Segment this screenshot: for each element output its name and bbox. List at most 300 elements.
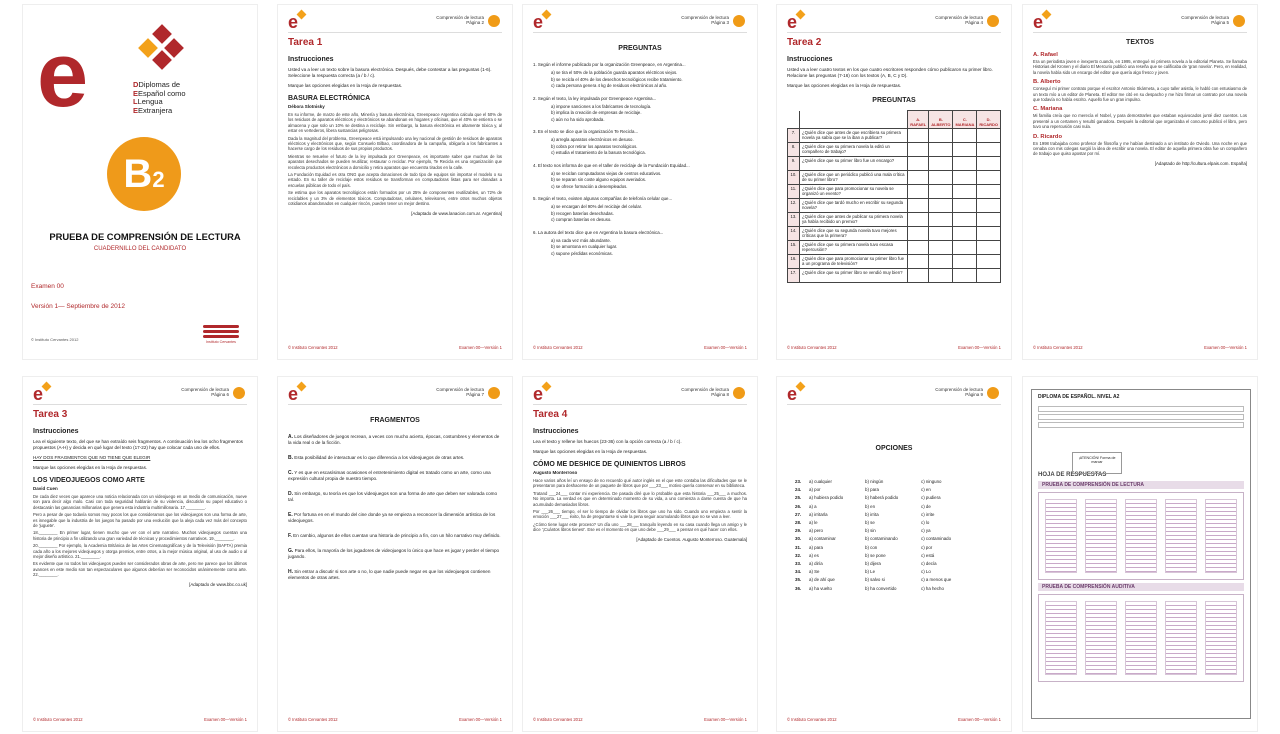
- row-question: ¿Quién dice que su primer libro fue un encargo?: [800, 157, 908, 171]
- option-row: [787, 576, 1001, 584]
- answer-cell[interactable]: [977, 143, 1001, 157]
- option-row: [787, 535, 1001, 543]
- page-tarea-2[interactable]: [776, 4, 1012, 360]
- listening-answer-grid[interactable]: [1038, 594, 1244, 682]
- option-number: 26.: [795, 503, 802, 509]
- fragment-letter: F.: [288, 533, 292, 539]
- page-header: e Comprensión de lectura Página 2: [288, 13, 502, 33]
- answer-option: b) recogen baterías desechadas.: [551, 210, 614, 216]
- page-footer: © Instituto Cervantes 2012 Examen 00—Versión 1: [1033, 345, 1247, 350]
- answer-cell[interactable]: [953, 227, 977, 241]
- page-header: e Comprensión de lectura Página 5: [1033, 13, 1247, 33]
- instructions-text: Lea el siguiente texto, del que se han extraído seis fragmentos. A continuación lea los ocho fragmentos propuestos (A-H) y decida en qué lugar del texto (17-22) hay que colocar cada uno de ellos.: [33, 439, 243, 450]
- option-number: 36.: [795, 585, 802, 591]
- option-row: [787, 519, 1001, 527]
- fragment-letter: D.: [288, 491, 293, 497]
- option-b: b) se: [865, 520, 875, 526]
- option-b: b) contaminando: [865, 536, 898, 542]
- answer-cell[interactable]: [953, 185, 977, 199]
- row-question: ¿Quién dice que antes de publicar su primera novela ya había recibido un premio?: [800, 213, 908, 227]
- exam-number: Examen 00: [31, 283, 64, 290]
- page-tarea-4[interactable]: [522, 376, 758, 732]
- question: 3. En el texto se dice que la organización Te Recicla...: [533, 129, 639, 134]
- page-footer: © Instituto Cervantes 2012 Examen 00—Versión 1: [533, 717, 747, 722]
- options-list: [787, 478, 1001, 593]
- task-title: Tarea 3: [33, 409, 68, 420]
- sheet-title: DIPLOMA DE ESPAÑOL. NIVEL A2: [1038, 394, 1120, 400]
- option-c: c) a menos que: [921, 577, 952, 583]
- fragment-text: Los diseñadores de juegos recrean, a veces con mucho acierto, épocas, costumbres y elementos de la vida real o de la ficción.: [288, 434, 500, 445]
- option-a: a) cualquier: [809, 479, 832, 484]
- option-b: b) ningún: [865, 479, 884, 484]
- row-number: 13.: [788, 213, 800, 227]
- table-row: [788, 171, 1001, 185]
- answer-cell[interactable]: [977, 213, 1001, 227]
- paragraph: Es evidente que no todos los videojuegos pueden ser considerados obras de arte, pero me parece que los últimos avances en este medio son tan espectaculares que algunos deberían ser reconocidos unánimemente como arte. 22.________.: [33, 561, 247, 578]
- page-header: e Comprensión de lectura Página 8: [533, 385, 747, 405]
- row-number: 12.: [788, 199, 800, 213]
- option-row: [787, 494, 1001, 502]
- row-question: ¿Quién dice que su primera novela tuvo escasa repercusión?: [800, 241, 908, 255]
- column-header: B. ALBERTO: [929, 111, 953, 129]
- fragment-letter: E.: [288, 512, 293, 518]
- instructions-text: Usted va a leer cuatro textos en los que cuatro escritores responden cómo publicaron su primer libro. Relacione las preguntas (7-16) con los textos (A, B, C y D).: [787, 67, 993, 78]
- option-number: 29.: [795, 528, 802, 534]
- fragment: [288, 434, 502, 446]
- answer-cell[interactable]: [929, 199, 953, 213]
- question-list: [533, 62, 747, 263]
- answer-sheet: [1031, 389, 1251, 719]
- instructions-heading: Instrucciones: [288, 56, 334, 63]
- page-header: e Comprensión de lectura Página 6: [33, 385, 247, 405]
- option-c: c) por: [921, 544, 933, 550]
- answer-cell[interactable]: [977, 185, 1001, 199]
- dele-logo-icon: e: [1033, 12, 1044, 32]
- fragment-letter: G.: [288, 548, 294, 554]
- option-row: [787, 585, 1001, 593]
- paragraph: ¿Cómo tiene lugar este proceso? Un día uno ___28___ tranquilo leyendo en su casa cuando llega un amigo y le dice '¡Cuántos libros tienes!'. Ese es el momento en que uno debe ___29___ a pensar en qué hacer con ellos.: [533, 521, 747, 533]
- option-row: [787, 478, 1001, 486]
- answer-cell[interactable]: [953, 129, 977, 143]
- option-number: 27.: [795, 511, 802, 517]
- column-header: D. RICARDO: [977, 111, 1001, 129]
- option-c: c) contaminado: [921, 536, 952, 542]
- page-tarea-1[interactable]: [277, 4, 513, 360]
- page-preguntas[interactable]: [522, 4, 758, 360]
- answer-cell[interactable]: [953, 255, 977, 269]
- row-question: ¿Quién dice que un periódico publicó una mala crítica de su primer libro?: [800, 171, 908, 185]
- answer-cell[interactable]: [908, 199, 929, 213]
- answer-option: c) supone pérdidas económicas.: [551, 250, 613, 256]
- answer-option: b) se amontona en cualquier lugar.: [551, 244, 618, 249]
- instructions-heading: Instrucciones: [33, 428, 79, 435]
- page-header: e Comprensión de lectura Página 3: [533, 13, 747, 33]
- option-number: 31.: [795, 544, 802, 550]
- option-b: b) para: [865, 487, 879, 493]
- page-header: e Comprensión de lectura Página 4: [787, 13, 1001, 33]
- fragment-text: Para ellos, la mayoría de los jugadores de videojuegos lo único que hace es jugar y perder el tiempo jugando.: [288, 548, 500, 559]
- option-number: 23.: [795, 479, 802, 484]
- answer-cell[interactable]: [977, 199, 1001, 213]
- option-number: 32.: [795, 552, 802, 558]
- answer-sheet-note: Marque las opciones elegidas en la Hoja de respuestas.: [787, 83, 902, 88]
- answer-option: a) va cada vez más abundante.: [551, 237, 611, 243]
- answer-option: a) se encargan del 90% del reciclaje del celular.: [551, 204, 643, 209]
- level-dot-icon: [488, 15, 500, 27]
- option-c: c) decía: [921, 561, 937, 567]
- answer-cell[interactable]: [908, 255, 929, 269]
- text-body: Mi familia creía que no merecía el Nobel, y para demostrarles que estaban equivocados junté diez cuentos. Los presenté a un certamen y resultó ganadora. Después la editorial que organizaba el concurso publicó el libro, pero tuvo una repercusión casi nula.: [1033, 113, 1247, 130]
- question: 6. La autora del texto dice que en Argentina la basura electrónica...: [533, 229, 664, 235]
- option-c: c) en: [921, 487, 931, 493]
- answer-cell[interactable]: [977, 227, 1001, 241]
- answer-cell[interactable]: [908, 185, 929, 199]
- option-a: a) es: [809, 552, 819, 558]
- text-heading: D. Ricardo: [1033, 133, 1062, 140]
- instructions-heading: Instrucciones: [787, 56, 833, 63]
- fragment-text: En cambio, algunos de ellos cuentan una historia de principio a fin, con un hilo narrativo muy definido.: [293, 533, 501, 538]
- text-heading: B. Alberto: [1033, 79, 1061, 86]
- note: HAY DOS FRAGMENTOS QUE NO TIENE QUE ELEGIR: [33, 455, 151, 460]
- row-number: 14.: [788, 227, 800, 241]
- fragment: [288, 455, 502, 461]
- answer-cell[interactable]: [953, 199, 977, 213]
- table-title: PREGUNTAS: [872, 97, 916, 104]
- answer-cell[interactable]: [977, 269, 1001, 283]
- answer-cell[interactable]: [977, 157, 1001, 171]
- option-row: [787, 511, 1001, 519]
- option-a: a) ha vuelto: [809, 585, 832, 591]
- option-b: b) haberá podido: [865, 495, 899, 501]
- page-header: e Comprensión de lectura Página 7: [288, 385, 502, 405]
- fragment: [288, 533, 502, 539]
- answer-cell[interactable]: [908, 129, 929, 143]
- text-title: BASURA ELECTRÓNICA: [288, 95, 371, 102]
- dele-text: DDiplomas de EEspañol como LLengua EExtranjera: [133, 80, 186, 115]
- fragment: [288, 569, 502, 581]
- name-field[interactable]: [1038, 406, 1244, 412]
- level-badge: B2: [107, 137, 181, 211]
- row-question: ¿Quién dice que para promocionar su primer libro fue a un programa de televisión?: [800, 255, 908, 269]
- paragraph: En su informe, de marzo de este año, Minería y basura electrónica, Greenpeace Argentina calcula que el 50% de los residuos de aparatos eléctricos y electrónicos se abandonan en hogares y oficinas, que el 40% se entierra o se almacena y que solo un 10% se destina a reciclaje. Sin embargo, la basura electrónica es altamente tóxica y, al estar en vertederos, libera sustancias peligrosas.: [288, 112, 502, 134]
- answer-option: c) aún no ha sido aprobada.: [551, 116, 605, 122]
- level-dot-icon: [733, 15, 745, 27]
- page-footer: © Instituto Cervantes 2012 Examen 00—Versión 1: [787, 345, 1001, 350]
- option-row: [787, 503, 1001, 511]
- option-number: 34.: [795, 569, 802, 575]
- option-a: a) pero: [809, 528, 823, 534]
- row-number: 10.: [788, 171, 800, 185]
- option-a: a) por: [809, 487, 821, 493]
- answer-cell[interactable]: [929, 129, 953, 143]
- answer-cell[interactable]: [977, 171, 1001, 185]
- answer-cell[interactable]: [953, 241, 977, 255]
- question: 5. Según el texto, existen algunas compañías de telefonía celular que...: [533, 196, 673, 201]
- level-dot-icon: [488, 387, 500, 399]
- paragraph: 20.________ Por ejemplo, la Academia Británica de las Artes Cinematográficas y de la Televisión (BAFTA) premia cada año a los mejores videojuegos y otorga premios, entre otros, a la mejor música original, al uso de audio o al mejor diseño artístico. 21.________.: [33, 543, 247, 560]
- version-label: Versión 1— Septiembre de 2012: [31, 303, 125, 310]
- option-number: 35.: [795, 577, 802, 583]
- level-dot-icon: [733, 387, 745, 399]
- texts-list: [1033, 52, 1247, 157]
- answer-option: c) estudia el tratamiento de la basura tecnológica.: [551, 150, 646, 155]
- instructions-heading: Instrucciones: [533, 428, 579, 435]
- instructions-text: Lea el texto y rellene los huecos (23-36) con la opción correcta (a / b / c).: [533, 439, 682, 444]
- text-body: En 1998 trabajaba como profesor de filosofía y me habían destinado a un instituto de Oviedo. Una noche en que cenaba con mis colegas surgió la idea de escribir una novela. El editor de aquella primera obra fue un compañero de trabajo que quiso apostar por mí.: [1033, 140, 1247, 157]
- listening-section-band: PRUEBA DE COMPRENSIÓN AUDITIVA: [1038, 583, 1244, 591]
- answer-cell[interactable]: [929, 143, 953, 157]
- answer-cell[interactable]: [908, 213, 929, 227]
- answer-cell[interactable]: [953, 157, 977, 171]
- answer-cell[interactable]: [953, 143, 977, 157]
- option-c: c) de: [921, 503, 931, 509]
- paragraph: Mientras se resuelve el futuro de la ley impulsada por Greenpeace, es importante saber que muchas de los aparatos desechados se pueden reutilizar, restaurar o reciclar. Por ejemplo, Te Recicla es una organización que recolecta productos electrónicos a domicilio y retira aparatos que encuentra tirados en la calle.: [288, 153, 502, 170]
- column-header: C. MARIANA: [953, 111, 977, 129]
- source: [Adaptado de www.bbc.co.uk]: [189, 581, 247, 587]
- row-question: ¿Quién dice que su primer libro se vendió muy bien?: [800, 269, 908, 283]
- option-row: [787, 527, 1001, 535]
- fragment-text: Sin embargo, su teoría es que los videojuegos son una forma de arte que deben ser valorada como tal.: [288, 491, 498, 502]
- task-title: Tarea 4: [533, 409, 568, 420]
- matching-table: [787, 110, 1001, 283]
- reading-answer-grid[interactable]: [1038, 492, 1244, 580]
- answer-option: a) se reciclan computadoras viejas de centros educativos.: [551, 170, 662, 176]
- fragment-letter: A.: [288, 434, 293, 440]
- answer-cell[interactable]: [953, 269, 977, 283]
- fragment-letter: H.: [288, 569, 293, 575]
- question: 2. Según el texto, la ley impulsada por Greenpeace Argentina...: [533, 95, 657, 101]
- page-fragmentos[interactable]: [277, 376, 513, 732]
- cover-page[interactable]: [22, 4, 258, 360]
- task-title: Tarea 2: [787, 37, 822, 48]
- row-number: 9.: [788, 157, 800, 171]
- page-opciones[interactable]: [776, 376, 1012, 732]
- answer-option: c) se ofrece formación a desempleados.: [551, 183, 628, 189]
- level-dot-icon: [987, 15, 999, 27]
- fragment-text: Y es que en escasísimas ocasiones el entretenimiento digital es tratado como un arte, como una expresión cultural propia de nuestro tiempo.: [288, 470, 491, 481]
- option-b: b) se pone: [865, 552, 886, 558]
- option-a: a) diría: [809, 561, 823, 567]
- option-row: [787, 568, 1001, 576]
- answer-cell[interactable]: [929, 185, 953, 199]
- option-a: a) contaminar: [809, 536, 836, 542]
- answer-cell[interactable]: [908, 171, 929, 185]
- answer-cell[interactable]: [929, 213, 953, 227]
- answer-cell[interactable]: [977, 129, 1001, 143]
- section-title: PREGUNTAS: [618, 45, 662, 52]
- option-b: b) dijera: [865, 561, 881, 567]
- text-author: David Cuen: [33, 486, 58, 491]
- answer-cell[interactable]: [929, 269, 953, 283]
- column-header: A. RAFAEL: [908, 111, 929, 129]
- instituto-cervantes-logo: Instituto Cervantes: [203, 325, 239, 349]
- page-footer: © Instituto Cervantes 2012 Examen 00—Versión 1: [288, 345, 502, 350]
- dele-logo: e: [37, 24, 89, 126]
- option-a: a) a: [809, 503, 817, 509]
- cover-title: PRUEBA DE COMPRENSIÓN DE LECTURA: [49, 231, 241, 242]
- text-author: Augusto Monterroso: [533, 470, 578, 475]
- paragraph: La Fundación Equidad es otra ONG que acepta donaciones de todo tipo de equipos sin importar el modelo o su estado. En su taller de reciclaje estos residuos se transforman en computadoras listas para ser donadas a escuelas públicas de todo el país.: [288, 172, 502, 188]
- paragraph: Por ___26___ tiempo, el ser lo tiempo de olvidar los libros que uno ha sido. Cuando uno empieza a sentir la emoción ___27___ éxito, ha de preguntarse si vale la pena seguir acumulando libros que no se van a leer.: [533, 509, 747, 520]
- level-dot-icon: [233, 387, 245, 399]
- option-number: 24.: [795, 487, 802, 493]
- answer-cell[interactable]: [953, 213, 977, 227]
- answer-cell[interactable]: [929, 241, 953, 255]
- answer-sheet-note: Marque las opciones elegidas en la Hoja de respuestas.: [533, 449, 648, 454]
- answer-option: a) se tira el 50% de la población guarda aparatos eléctricos viejos.: [551, 70, 678, 75]
- dele-logo-icon: e: [533, 12, 544, 32]
- page-footer: © Instituto Cervantes 2012 Examen 00—Versión 1: [288, 717, 502, 722]
- option-c: c) está: [921, 552, 935, 558]
- text-body: Conseguí mi primer contrato porque el escritor Antonio Skármeta, a cuyo taller asistía, le habló con entusiasmo de un texto mío a un editor de Planeta. El editor me citó en su despacho y me hizo firmar un contrato por una novela que todavía no había escrito. Aquello fue un gran impulso.: [1033, 86, 1247, 103]
- answer-option: b) implica la creación de empresas de reciclaje.: [551, 110, 642, 115]
- fragment: [288, 491, 502, 503]
- option-row: [787, 560, 1001, 568]
- answer-option: b) cobra por retirar los aparatos tecnológicos.: [551, 143, 638, 149]
- answer-cell[interactable]: [929, 227, 953, 241]
- row-number: 8.: [788, 143, 800, 157]
- text-author: Débora Slotnisky: [288, 104, 325, 109]
- table-row: [788, 227, 1001, 241]
- option-c: c) irrite: [921, 511, 935, 517]
- paragraph: Dada la magnitud del problema, Greenpeace está impulsando una ley nacional de gestión de residuos de aparatos eléctricos y electrónicos que, según Consuelo Bilbao, coordinadora de la campaña, obligaría a los fabricantes a hacerse cargo de los residuos de sus propios productos.: [288, 135, 502, 152]
- option-row: [787, 486, 1001, 494]
- answer-cell[interactable]: [908, 241, 929, 255]
- level-dot-icon: [987, 387, 999, 399]
- copyright: © Instituto Cervantes 2012: [31, 337, 79, 342]
- option-b: b) salvo si: [865, 577, 885, 583]
- answer-cell[interactable]: [929, 157, 953, 171]
- fragment-text: Esta posibilidad de interactuar es lo que diferencia a los videojuegos de otras artes.: [294, 455, 465, 460]
- option-c: c) pudiera: [921, 495, 941, 501]
- answer-option: b) se recicla el 40% de los desechos tecnológicos recibe tratamiento.: [551, 76, 683, 82]
- option-row: [787, 544, 1001, 552]
- row-question: ¿Quién dice que para promocionar su novela se organizó un evento?: [800, 185, 908, 199]
- option-c: c) ya: [921, 528, 931, 534]
- fragment: [288, 548, 502, 560]
- text-heading: A. Rafael: [1033, 52, 1058, 58]
- surname-field[interactable]: [1038, 414, 1244, 420]
- answer-cell[interactable]: [929, 255, 953, 269]
- table-row: [788, 157, 1001, 171]
- page-tarea-3[interactable]: [22, 376, 258, 732]
- table-row: [788, 241, 1001, 255]
- table-row: [788, 269, 1001, 283]
- option-a: a) de ahí que: [809, 577, 835, 583]
- option-b: b) con: [865, 544, 878, 550]
- instructions-text: Usted va a leer un texto sobre la basura electrónica. Después, debe contestar a las preguntas (1-6). Seleccione la respuesta correcta (a / b / c).: [288, 67, 492, 78]
- section-title: FRAGMENTOS: [370, 417, 420, 424]
- task-title: Tarea 1: [288, 37, 323, 48]
- answer-cell[interactable]: [977, 241, 1001, 255]
- question: 4. El texto nos informa de que en el taller de reciclaje de la Fundación Equidad...: [533, 162, 690, 168]
- answer-option: c) cada persona genera 4 kg de residuos electrónicos al año.: [551, 83, 668, 88]
- cover-subtitle: CUADERNILLO DEL CANDIDATO: [93, 246, 187, 252]
- section-title: OPCIONES: [875, 445, 913, 452]
- answer-sheet-heading: HOJA DE RESPUESTAS: [1038, 472, 1107, 478]
- answer-option: b) se reparan sin coste alguno equipos averiados.: [551, 177, 647, 182]
- fragment-list: [288, 434, 502, 581]
- option-a: a) irritarla: [809, 511, 828, 517]
- row-question: ¿Quién dice que su primera novela la editó un compañero de trabajo?: [800, 143, 908, 157]
- row-question: ¿Quién dice que tardó mucho en escribir su segunda novela?: [800, 199, 908, 213]
- answer-cell[interactable]: [953, 171, 977, 185]
- row-question: ¿Quién dice que antes de que escribiera su primera novela ya sabía que se la iban a publicar?: [800, 129, 908, 143]
- answer-cell[interactable]: [908, 157, 929, 171]
- source: [Adaptado de www.lanacion.com.ar. Argentina]: [411, 210, 502, 216]
- table-row: [788, 255, 1001, 269]
- row-number: 16.: [788, 255, 800, 269]
- page-answer-sheet[interactable]: [1022, 376, 1258, 732]
- page-header: e Comprensión de lectura Página 9: [787, 385, 1001, 405]
- option-b: b) en: [865, 503, 876, 509]
- paragraph: 18.________ En primer lugar, tienen mucho que ver con el arte narrativo. Muchos videojuegos cuentan una historia de principio a fin utilizando una gran variedad de técnicas y procedimientos narrativos. 19.________.: [33, 530, 247, 541]
- row-number: 11.: [788, 185, 800, 199]
- table-row: [788, 143, 1001, 157]
- page-textos[interactable]: [1022, 4, 1258, 360]
- option-c: c) Lo: [921, 569, 931, 575]
- fragment: [288, 512, 502, 524]
- row-question: ¿Quién dice que su segunda novela tuvo mejores críticas que la primera?: [800, 227, 908, 241]
- option-b: b) irrita: [865, 511, 879, 517]
- option-row: [787, 552, 1001, 560]
- option-a: a) Se: [809, 569, 820, 575]
- answer-cell[interactable]: [908, 269, 929, 283]
- option-b: b) sin: [865, 528, 876, 534]
- option-a: a) para: [809, 544, 823, 550]
- text-title: CÓMO ME DESHICE DE QUINIENTOS LIBROS: [533, 461, 686, 468]
- source: [Adaptado de http://cultura.elpais.com. España]: [1154, 160, 1247, 166]
- dele-logo-icon: e: [533, 384, 544, 404]
- option-c: c) ha hecho: [921, 585, 944, 591]
- fragment-letter: C.: [288, 470, 293, 476]
- row-number: 7.: [788, 129, 800, 143]
- center-field[interactable]: [1038, 422, 1244, 428]
- star-logo-icon: [141, 27, 181, 67]
- answer-sheet-note: Marque las opciones elegidas en la Hoja de respuestas.: [288, 83, 403, 88]
- dele-logo-icon: e: [787, 12, 798, 32]
- paragraph: Pero a pesar de que todavía somos muy pocos los que consideramos que los videojuegos son una forma de arte, es innegable que la industria de los juegos ha pasado por una evolución que la aleja cada vez más del concepto de 'juguete'.: [33, 512, 247, 529]
- option-number: 28.: [795, 520, 802, 526]
- answer-option: a) impone sanciones a los fabricantes de tecnología.: [551, 103, 652, 109]
- level-dot-icon: [1233, 15, 1245, 27]
- dele-logo-icon: e: [33, 384, 44, 404]
- option-b: b) ha convertido: [865, 585, 897, 591]
- fragment-text: Sin entrar a discutir si son arte o no, lo que nadie puede negar es que los videojuegos contienen elementos de otras artes.: [288, 569, 491, 580]
- answer-cell[interactable]: [929, 171, 953, 185]
- text-body: Era un periodista joven e inexperto cuando, en 1995, entregué mi primera novela a la editorial Planeta. Se llamaba Historias del Kronen y el diario El Mercurio publicó una reseña que se calificaba de 'gran novela'. Pero, en realidad, la novela había sido un encargo del editor que quería algo fresco y joven.: [1033, 59, 1247, 75]
- table-row: [788, 129, 1001, 143]
- paragraph: Se estima que los aparatos tecnológicos están formados por un 25% de componentes reutilizables, un 72% de reciclables y un 3% de elementos tóxicos. Computadoras, celulares, televisores, entre otros muchos objetos cotidianos abandonados en cualquier rincón, pueden tener un mejor destino.: [288, 190, 502, 207]
- paragraph: Hace varios años leí un ensayo de no recuerdo qué autor inglés en el que este contaba las dificultades que se le presentaron para deshacerse de un paquete de libros que por ___23___ motivo quería conservar en su biblioteca.: [533, 478, 747, 489]
- marking-instructions: ¡ATENCIÓN! Forma de marcar: [1072, 452, 1122, 474]
- dele-logo-icon: e: [288, 384, 299, 404]
- fragment-letter: B.: [288, 455, 293, 461]
- option-a: a) hubiera podido: [809, 495, 844, 501]
- option-a: a) le: [809, 520, 818, 526]
- question: 1. Según el informe publicado por la organización Greenpeace, en Argentina...: [533, 62, 686, 67]
- table-row: [788, 199, 1001, 213]
- row-number: 17.: [788, 269, 800, 283]
- option-number: 25.: [795, 495, 802, 501]
- page-footer: © Instituto Cervantes 2012 Examen 00—Versión 1: [33, 717, 247, 722]
- answer-option: c) compran baterías en desuso.: [551, 217, 612, 222]
- table-row: [788, 213, 1001, 227]
- answer-cell[interactable]: [977, 255, 1001, 269]
- row-number: 15.: [788, 241, 800, 255]
- answer-cell[interactable]: [908, 143, 929, 157]
- answer-cell[interactable]: [908, 227, 929, 241]
